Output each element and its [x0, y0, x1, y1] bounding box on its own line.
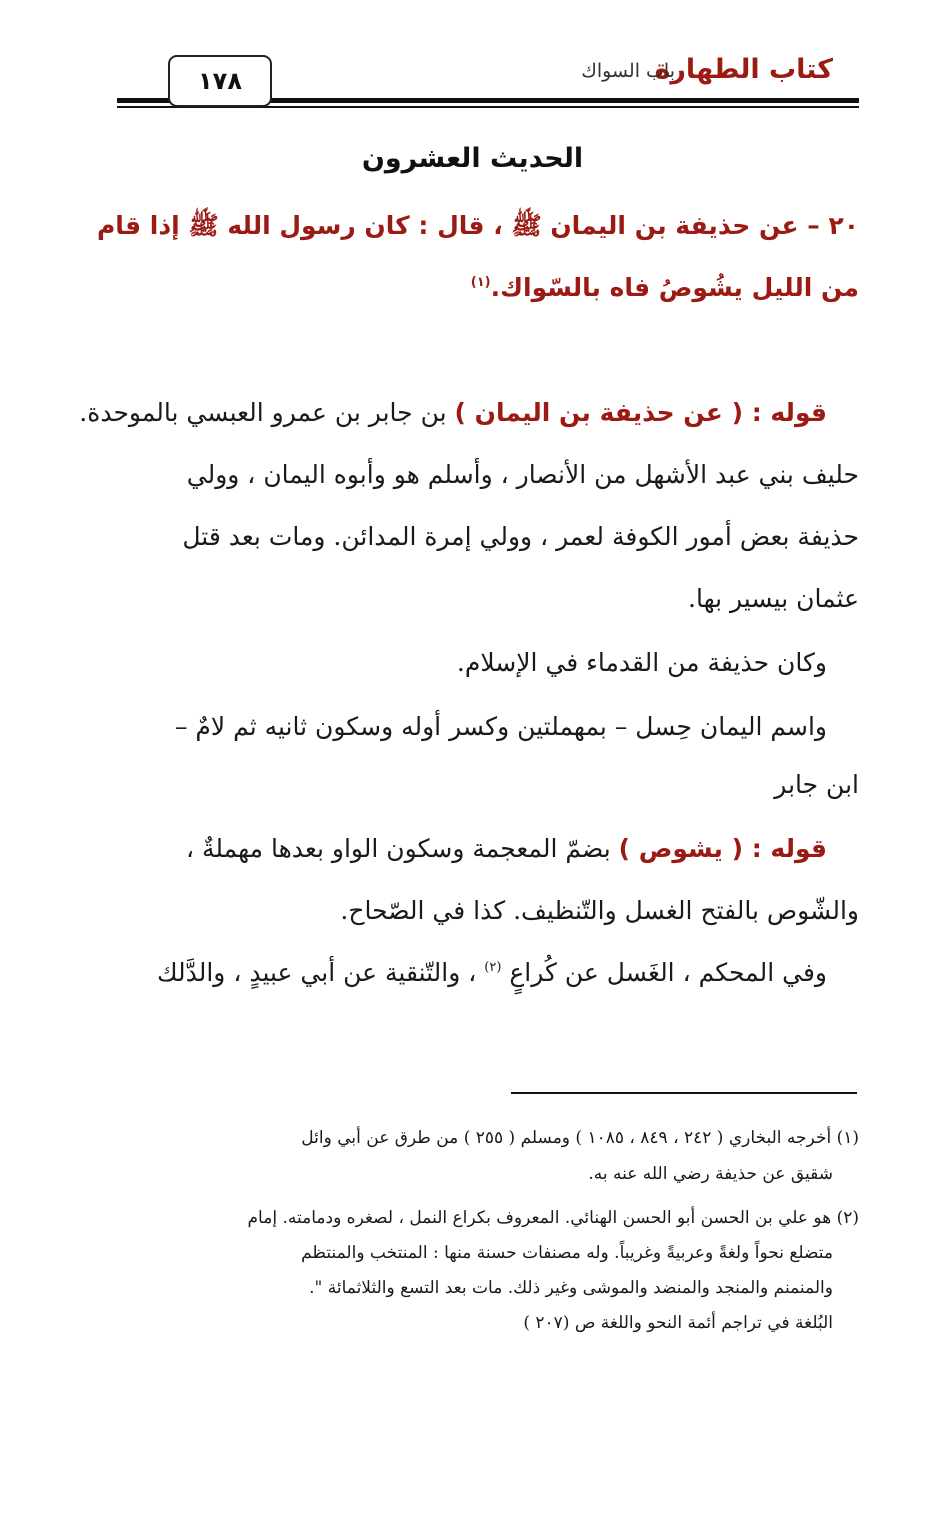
- commentary-line: وكان حذيفة من القدماء في الإسلام.: [456, 648, 827, 677]
- commentary-text: بن جابر بن عمرو العبسي بالموحدة.: [79, 398, 455, 427]
- section-title: الحديث العشرون: [361, 143, 584, 174]
- footnote-line: (١) أخرجه البخاري ( ٢٤٢ ، ٨٤٩ ، ١٠٨٥ ) ومسلم ( ٢٥٥ ) من طرق عن أبي وائل: [301, 1128, 859, 1148]
- footnote-line: البُلغة في تراجم أئمة النحو واللغة ص (٢٠٧ ): [523, 1313, 833, 1333]
- commentary-line: [113, 834, 859, 863]
- hadith-text: من الليل يشُوصُ فاه بالسّواك.: [490, 273, 859, 302]
- commentary-line: حذيفة بعض أمور الكوفة لعمر ، وولي إمرة المدائن. ومات بعد قتل: [182, 522, 859, 551]
- commentary-line: [113, 958, 859, 987]
- commentary-text: وفي المحكم ، الغَسل عن كُراعٍ: [501, 958, 827, 987]
- hadith-line-1: ٢٠ – عن حذيفة بن اليمان ﷺ ، قال : كان رسول الله ﷺ إذا قام: [96, 211, 859, 240]
- commentary-line: حليف بني عبد الأشهل من الأنصار ، وأسلم هو وأبوه اليمان ، وولي: [186, 460, 859, 489]
- footnote-line: (٢) هو علي بن الحسن أبو الحسن الهنائي. المعروف بكراع النمل ، لصغره ودمامته. إمام: [247, 1208, 859, 1228]
- commentary-lead-2: قوله : ( يشوص ): [618, 834, 827, 863]
- commentary-line: والشّوص بالفتح الغسل والتّنظيف. كذا في الصّحاح.: [340, 896, 859, 925]
- book-title: كتاب الطهارة: [654, 54, 833, 85]
- commentary-line: واسم اليمان حِسل – بمهملتين وكسر أوله وسكون ثانيه ثم لامٌ –: [174, 712, 827, 741]
- commentary-line: [79, 398, 859, 427]
- commentary-text: بضمّ المعجمة وسكون الواو بعدها مهملةٌ ،: [185, 834, 619, 863]
- hadith-line-2: [113, 273, 859, 302]
- footnote-line: متضلع نحواً ولغةً وعربيةً وغريباً. وله مصنفات حسنة منها : المنتخب والمنتظم: [301, 1243, 833, 1263]
- commentary-lead-1: قوله : ( عن حذيفة بن اليمان ): [454, 398, 827, 427]
- footnote-ref-2: (٢): [484, 960, 502, 975]
- commentary-line: عثمان بيسير بها.: [688, 584, 859, 613]
- footnote-separator: [511, 1092, 857, 1094]
- chapter-title: باب السواك: [581, 60, 675, 82]
- commentary-text: ، والتّنقية عن أبي عبيدٍ ، والدَّلك: [156, 958, 485, 987]
- footnote-line: والمنمنم والمنجد والمنضد والموشى وغير ذلك. مات بعد التسع والثلاثمائة ".: [309, 1278, 833, 1298]
- footnote-line: شقيق عن حذيفة رضي الله عنه به.: [588, 1164, 833, 1184]
- footnote-ref-1: (١): [470, 275, 491, 290]
- page-number: ١٧٨: [168, 55, 272, 107]
- commentary-line: ابن جابر: [774, 770, 859, 799]
